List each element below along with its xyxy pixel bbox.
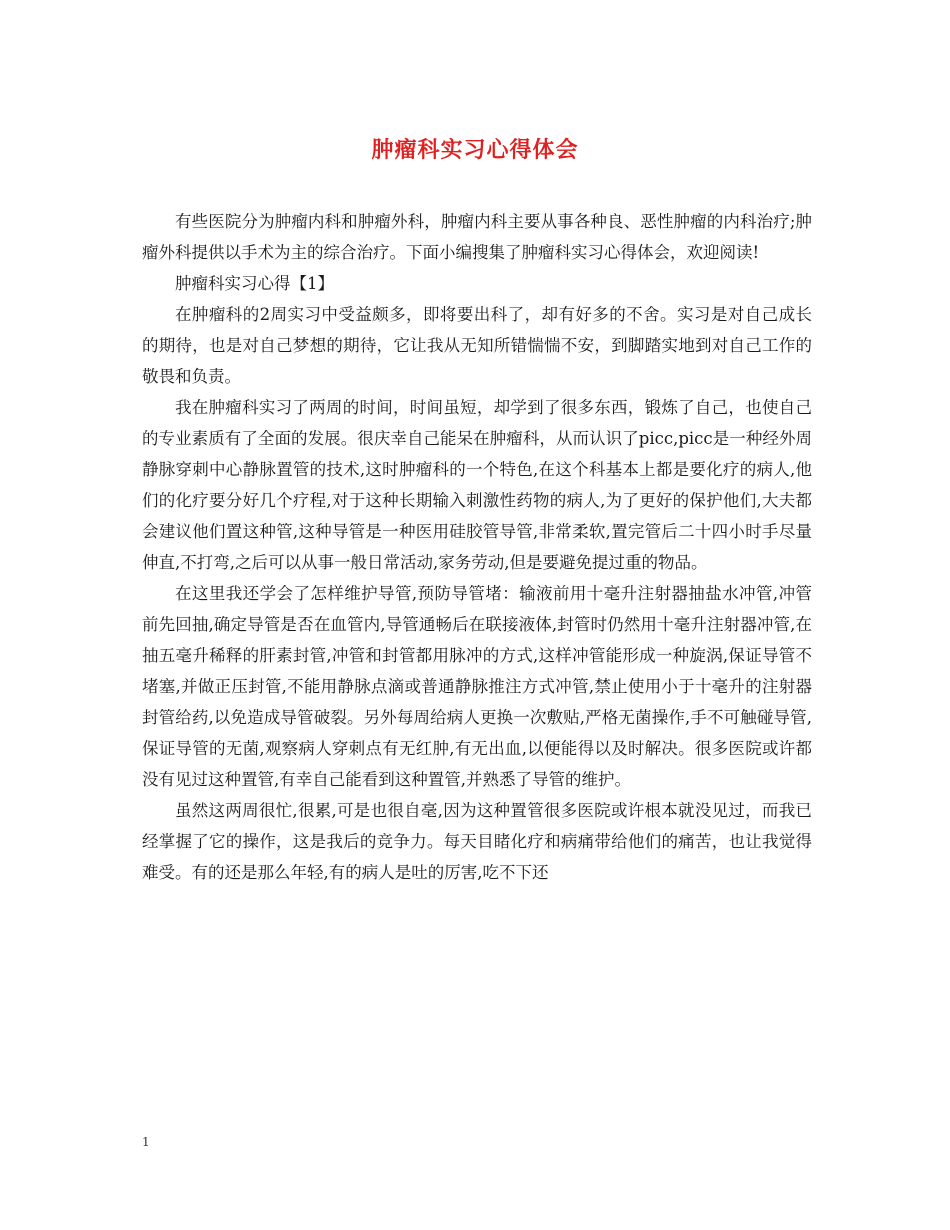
section-heading: 肿瘤科实习心得【1】 bbox=[175, 274, 334, 293]
document-body bbox=[142, 206, 812, 888]
body-paragraph: 虽然这两周很忙,很累,可是也很自毫,因为这种置管很多医院或许根本就没见过，而我已经掌握了它的操作，这是我后的竞争力。每天目睹化疗和病痛带给他们的痛苦，也让我觉得难受。有的还是那么年轻,有的病人是吐的厉害,吃不下还 bbox=[142, 801, 812, 882]
intro-paragraph: 有些医院分为肿瘤内科和肿瘤外科，肿瘤内科主要从事各种良、恶性肿瘤的内科治疗;肿瘤外科提供以手术为主的综合治疗。下面小编搜集了肿瘤科实习心得体会，欢迎阅读! bbox=[142, 212, 812, 262]
body-paragraph: 在肿瘤科的2周实习中受益颇多，即将要出科了，却有好多的不舍。实习是对自己成长的期待，也是对自己梦想的期待，它让我从无知所错惴惴不安，到脚踏实地到对自己工作的敬畏和负责。 bbox=[142, 305, 812, 386]
document-title: 肿瘤科实习心得体会 bbox=[371, 137, 579, 163]
body-paragraph: 我在肿瘤科实习了两周的时间，时间虽短，却学到了很多东西，锻炼了自己，也使自己的专业素质有了全面的发展。很庆幸自己能呆在肿瘤科，从而认识了picc,picc是一种经外周静脉穿刺中心静脉置管的技术,这时肿瘤科的一个特色,在这个科基本上都是要化疗的病人,他们的化疗要分好几个疗程,对于这种长期输入刺激性药物的病人,为了更好的保护他们,大夫都会建议他们置这种管,这种导管是一种医用硅胶管导管,非常柔软,置完管后二十四小时手尽量伸直,不打弯,之后可以从事一般日常活动,家务劳动,但是要避免提过重的物品。 bbox=[142, 398, 812, 572]
page-number: 1 bbox=[142, 1135, 150, 1149]
body-paragraph: 在这里我还学会了怎样维护导管,预防导管堵：输液前用十毫升注射器抽盐水冲管,冲管前先回抽,确定导管是否在血管内,导管通畅后在联接液体,封管时仍然用十毫升注射器冲管,在抽五毫升稀释的肝素封管,冲管和封管都用脉冲的方式,这样冲管能形成一种旋涡,保证导管不堵塞,并做正压封管,不能用静脉点滴或普通静脉推注方式冲管,禁止使用小于十毫升的注射器封管给药,以免造成导管破裂。另外每周给病人更换一次敷贴,严格无菌操作,手不可触碰导管,保证导管的无菌,观察病人穿刺点有无红肿,有无出血,以便能得以及时解决。很多医院或许都没有见过这种置管,有幸自己能看到这种置管,并熟悉了导管的维护。 bbox=[142, 584, 812, 789]
